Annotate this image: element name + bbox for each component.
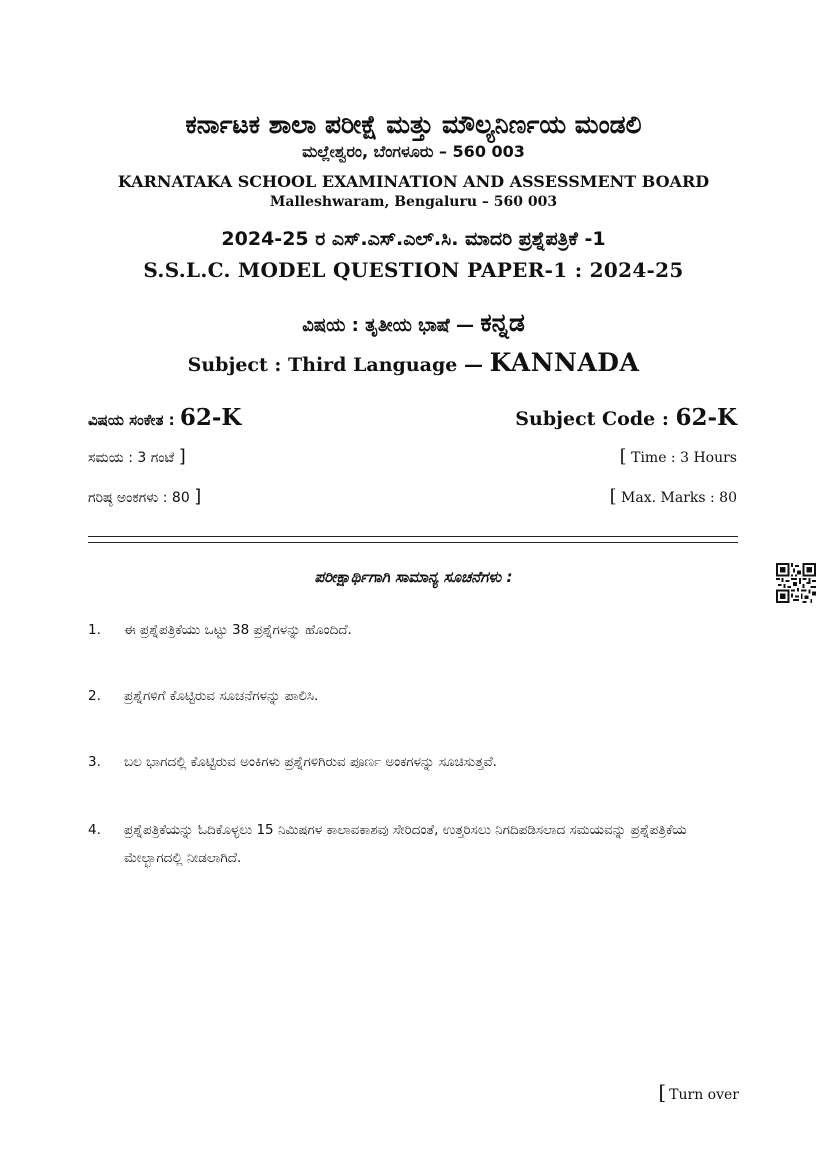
board-name-english: KARNATAKA SCHOOL EXAMINATION AND ASSESSMENT BOARD: [117, 172, 710, 191]
marks-text-kannada: ಗರಿಷ್ಠ ಅಂಕಗಳು : 80: [88, 490, 195, 506]
instruction-item: [88, 816, 738, 872]
bracket: ]: [178, 446, 186, 467]
subject-name-english: KANNADA: [489, 348, 640, 377]
max-marks-kannada: [88, 486, 201, 507]
instructions-title: ಪರೀಕ್ಷಾರ್ಥಿಗಾಗಿ ಸಾಮಾನ್ಯ ಸೂಚನೆಗಳು :: [314, 568, 513, 586]
subject-code-value: 62-K: [675, 404, 737, 431]
qr-code-icon: [776, 563, 816, 603]
subject-label-kannada: ವಿಷಯ : ತೃತೀಯ ಭಾಷೆ —: [302, 315, 481, 336]
max-marks-english: [610, 486, 737, 507]
instruction-text: ಈ ಪ್ರಶ್ನೆಪತ್ರಿಕೆಯು ಒಟ್ಟು 38 ಪ್ರಶ್ನೆಗಳನ್ನು ಹೊಂದಿದೆ.: [124, 622, 352, 638]
instruction-number: 1.: [88, 622, 101, 638]
instruction-number: 4.: [88, 822, 101, 838]
board-address-kannada: ಮಲ್ಲೇಶ್ವರಂ, ಬೆಂಗಳೂರು – 560 003: [302, 142, 525, 161]
time-text-english: Time : 3 Hours: [626, 450, 737, 466]
paper-title-kannada: 2024-25 ರ ಎಸ್.ಎಸ್.ಎಲ್.ಸಿ. ಮಾದರಿ ಪ್ರಶ್ನೆಪತ್ರಿಕೆ -1: [221, 228, 606, 250]
instruction-number: 2.: [88, 688, 101, 704]
subject-label-english: Subject : Third Language —: [187, 354, 490, 376]
subject-name-kannada: ಕನ್ನಡ: [480, 308, 525, 337]
board-address-english: Malleshwaram, Bengaluru – 560 003: [269, 194, 558, 210]
instruction-text: ಪ್ರಶ್ನೆಗಳಿಗೆ ಕೊಟ್ಟಿರುವ ಸೂಚನೆಗಳನ್ನು ಪಾಲಿಸಿ.: [124, 688, 319, 704]
instruction-text: ಬಲ ಭಾಗದಲ್ಲಿ ಕೊಟ್ಟಿರುವ ಅಂಕಿಗಳು ಪ್ರಶ್ನೆಗಳಿಗಿರುವ ಪೂರ್ಣ ಅಂಕಗಳನ್ನು ಸೂಚಿಸುತ್ತವೆ.: [124, 754, 497, 770]
subject-code-kannada: [88, 404, 241, 431]
turn-over-text: Turn over: [669, 1087, 739, 1103]
bracket: [: [609, 486, 617, 507]
subject-code-english: [515, 404, 737, 431]
time-english: [620, 446, 737, 467]
instruction-text: ಪ್ರಶ್ನೆಪತ್ರಿಕೆಯನ್ನು ಓದಿಕೊಳ್ಳಲು 15 ನಿಮಿಷಗಳ ಕಾಲಾವಕಾಶವು ಸೇರಿದಂತೆ, ಉತ್ತರಿಸಲು ನಿಗದಿಪಡಿಸಲಾದ ಸಮಯವನ್ನು ಪ್ರಶ್ನೆಪತ್ರಿಕೆಯ ಮೇಲ್ಭಾಗದಲ್ಲಿ ನೀಡಲಾಗಿದೆ.: [124, 822, 687, 866]
board-name-kannada: ಕರ್ನಾಟಕ ಶಾಲಾ ಪರೀಕ್ಷೆ ಮತ್ತು ಮೌಲ್ಯನಿರ್ಣಯ ಮಂಡಲಿ: [185, 110, 642, 139]
subject-kannada: [0, 308, 827, 338]
time-text-kannada: ಸಮಯ : 3 ಗಂಟೆ: [88, 450, 179, 466]
instruction-item: [88, 616, 738, 644]
subject-english: [0, 348, 827, 377]
paper-title-english: S.S.L.C. MODEL QUESTION PAPER-1 : 2024-25: [143, 258, 684, 282]
turn-over: [658, 1080, 739, 1104]
bracket: ]: [194, 486, 202, 507]
marks-text-english: Max. Marks : 80: [616, 490, 737, 506]
instruction-number: 3.: [88, 754, 101, 770]
bracket: [: [658, 1080, 667, 1104]
divider-bottom: [88, 542, 738, 543]
subject-code-label-kannada: ವಿಷಯ ಸಂಕೇತ :: [88, 411, 180, 429]
divider-top: [88, 536, 738, 537]
subject-code-value: 62-K: [179, 404, 242, 431]
subject-code-label-english: Subject Code :: [515, 408, 676, 430]
instruction-item: [88, 682, 738, 710]
time-kannada: [88, 446, 186, 467]
instruction-item: [88, 748, 738, 776]
bracket: [: [619, 446, 627, 467]
